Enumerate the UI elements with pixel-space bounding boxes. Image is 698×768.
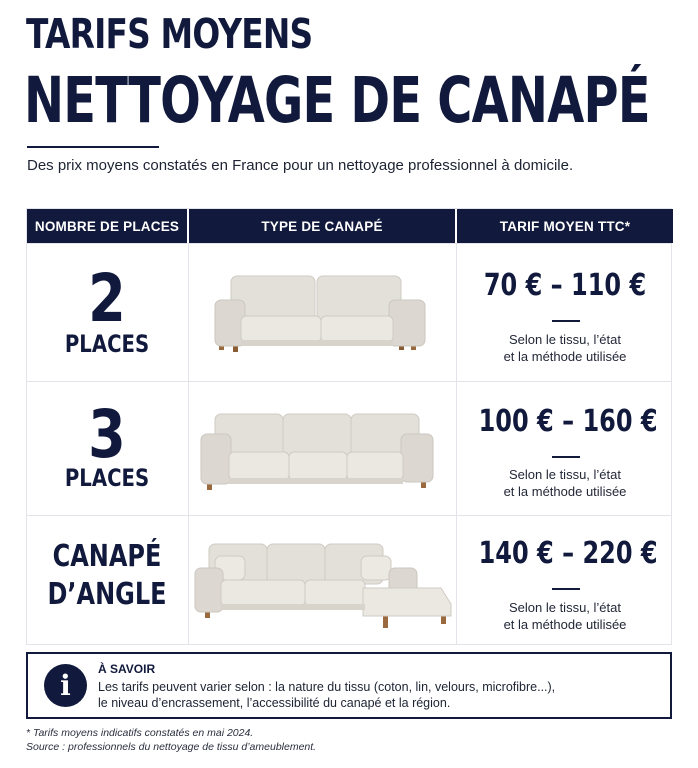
price-note-line-2: et la méthode utilisée — [503, 484, 627, 499]
footnote-source: Source : professionnels du nettoyage de tissu d’ameublement. — [26, 741, 317, 753]
sofa-2-places-image — [213, 264, 431, 368]
table-row — [27, 515, 671, 646]
info-title: À SAVOIR — [98, 662, 156, 676]
price-note-line-2: et la méthode utilisée — [503, 349, 627, 364]
price-table — [26, 208, 672, 645]
column-header-places: NOMBRE DE PLACES — [27, 209, 187, 243]
info-box — [26, 652, 672, 719]
price-range: 100 € – 160 € — [478, 404, 658, 439]
price-range: 70 € – 110 € — [483, 268, 647, 303]
table-row — [27, 381, 671, 515]
info-icon: i — [44, 664, 87, 707]
price-note-line-2: et la méthode utilisée — [503, 617, 627, 632]
places-label: PLACES — [64, 330, 150, 358]
places-number: 3 — [88, 396, 126, 473]
table-row — [27, 243, 671, 381]
title-divider — [27, 146, 159, 148]
subtitle: Des prix moyens constatés en France pour un nettoyage professionnel à domicile. — [27, 157, 574, 174]
title-line-2: NETTOYAGE DE CANAPÉ — [24, 64, 650, 137]
price-dash — [552, 320, 580, 322]
angle-label-line-2: D’ANGLE — [47, 577, 167, 612]
column-header-type: TYPE DE CANAPÉ — [189, 209, 455, 243]
table-header — [27, 209, 671, 243]
info-text: Les tarifs peuvent varier selon : la nature du tissu (coton, lin, velours, microfibre...), le niveau d’encrassement, l’accessibilité du canapé et la région. — [98, 680, 556, 710]
price-note-line-1: Selon le tissu, l’état — [508, 467, 621, 482]
angle-label-line-1: CANAPÉ — [52, 539, 162, 574]
footnote-tarifs: * Tarifs moyens indicatifs constatés en mai 2024. — [26, 727, 254, 739]
places-label: PLACES — [64, 464, 150, 492]
price-dash — [552, 588, 580, 590]
places-number: 2 — [88, 260, 126, 337]
column-header-price: TARIF MOYEN TTC* — [457, 209, 673, 243]
price-dash — [552, 456, 580, 458]
price-note-line-1: Selon le tissu, l’état — [508, 332, 621, 347]
title-line-1: TARIFS MOYENS — [26, 10, 313, 58]
price-range: 140 € – 220 € — [478, 536, 658, 571]
sofa-angle-image — [193, 532, 455, 636]
price-note-line-1: Selon le tissu, l’état — [508, 600, 621, 615]
sofa-3-places-image — [199, 402, 435, 504]
